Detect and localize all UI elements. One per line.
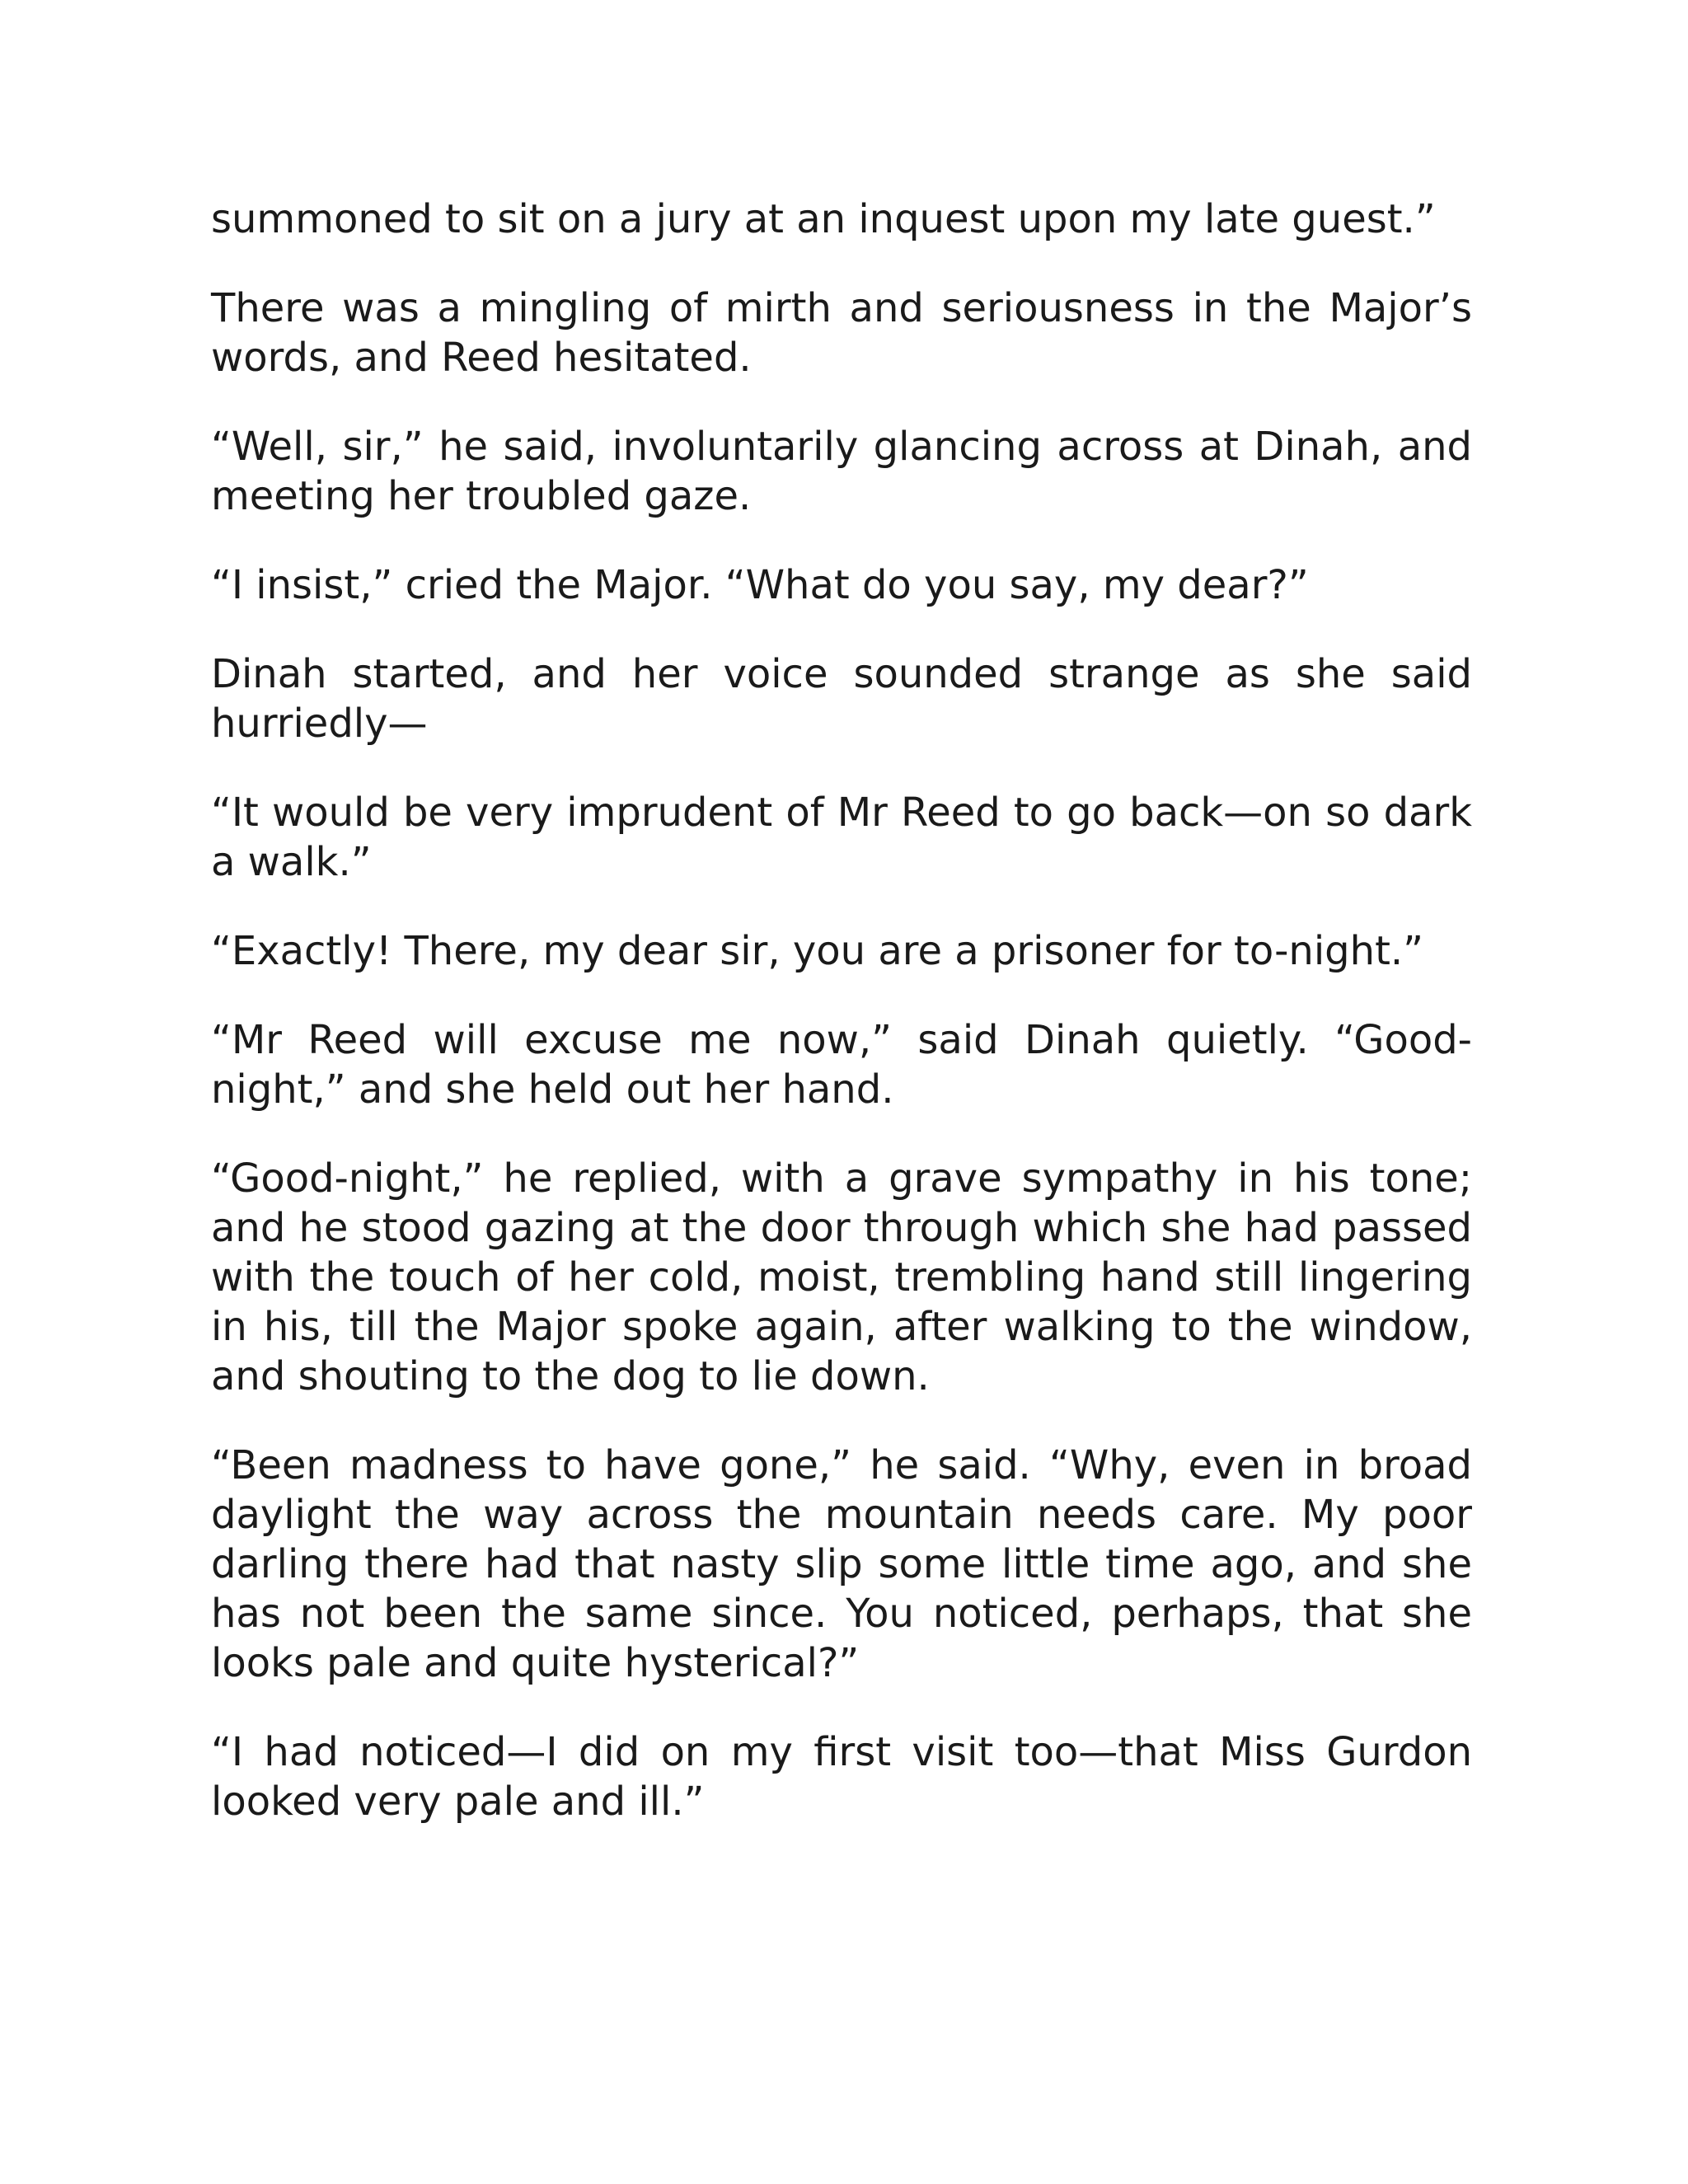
paragraph: “I had noticed—I did on my first visit too—that Miss Gurdon looked very pale and ill.” <box>211 1729 1472 1825</box>
paragraph: “Mr Reed will excuse me now,” said Dinah quietly. “Good-night,” and she held out her hand. <box>211 1017 1472 1113</box>
paragraph: There was a mingling of mirth and seriousness in the Major’s words, and Reed hesitated. <box>211 285 1472 381</box>
paragraph: “I insist,” cried the Major. “What do you say, my dear?” <box>211 562 1309 608</box>
paragraph: “Exactly! There, my dear sir, you are a prisoner for to-night.” <box>211 928 1424 974</box>
paragraph: Dinah started, and her voice sounded strange as she said hurriedly— <box>211 651 1472 747</box>
paragraph: “Well, sir,” he said, involuntarily glancing across at Dinah, and meeting her troubled gaze. <box>211 424 1472 519</box>
paragraph: “Good-night,” he replied, with a grave sympathy in his tone; and he stood gazing at the door through which she had passed with the touch of her cold, moist, trembling hand still lingering in his, till the Major spoke again, after walking to the window, and shouting to the dog to lie down. <box>211 1155 1472 1399</box>
paragraph: “It would be very imprudent of Mr Reed to go back—on so dark a walk.” <box>211 790 1472 885</box>
paragraph: “Been madness to have gone,” he said. “Why, even in broad daylight the way across the mountain needs care. My poor darling there had that nasty slip some little time ago, and she has not been the same since. You noticed, perhaps, that she looks pale and quite hysterical?” <box>211 1442 1472 1686</box>
text-column <box>211 194 1472 1866</box>
paragraph: summoned to sit on a jury at an inquest upon my late guest.” <box>211 196 1436 242</box>
